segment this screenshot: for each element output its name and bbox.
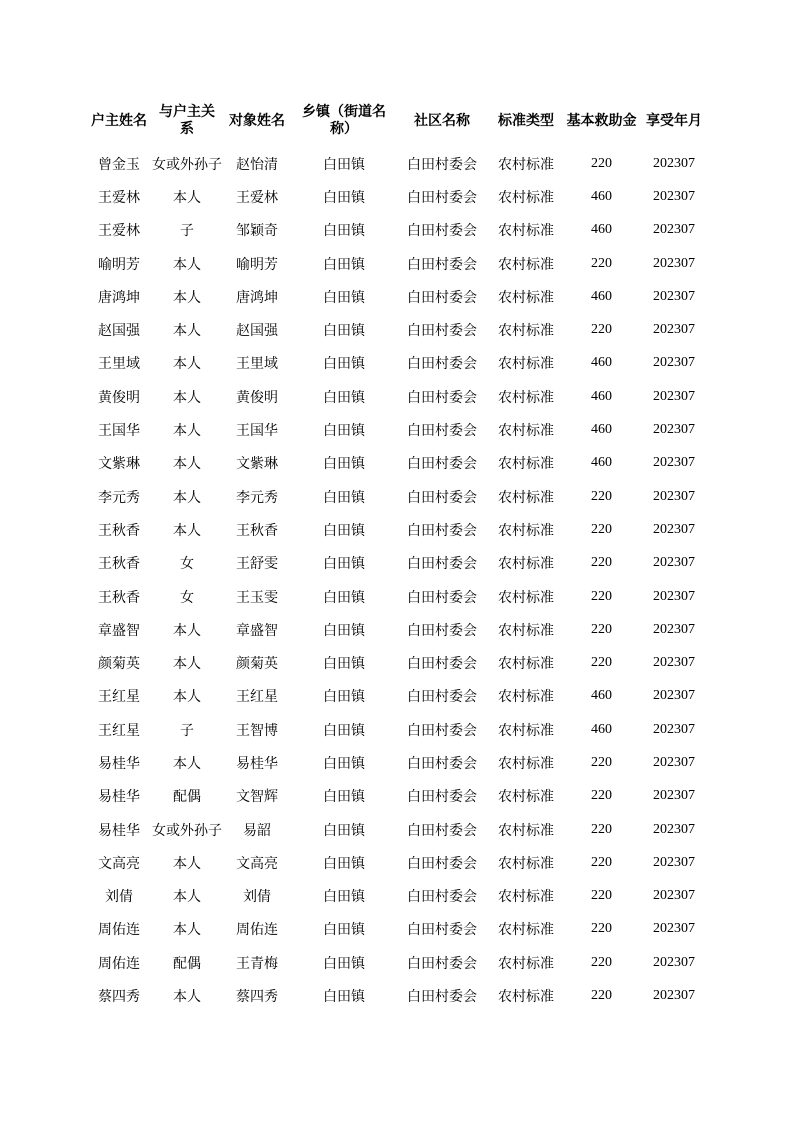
cell-recipient-name: 赵怡清 bbox=[236, 156, 278, 173]
cell-community: 白田村委会 bbox=[407, 722, 477, 739]
cell-recipient-name: 王国华 bbox=[236, 423, 278, 440]
table-row bbox=[86, 147, 709, 180]
cell-month: 202307 bbox=[653, 621, 695, 637]
header-standard-type: 标准类型 bbox=[498, 112, 554, 129]
cell-householder-name: 蔡四秀 bbox=[98, 989, 140, 1006]
cell-base-relief: 220 bbox=[591, 155, 612, 171]
table-row bbox=[86, 846, 709, 879]
cell-township: 白田镇 bbox=[323, 223, 365, 240]
cell-standard-type: 农村标准 bbox=[498, 356, 554, 373]
cell-base-relief: 220 bbox=[591, 754, 612, 770]
table-row bbox=[86, 646, 709, 679]
cell-relationship: 本人 bbox=[173, 189, 201, 206]
cell-relationship: 本人 bbox=[173, 922, 201, 939]
cell-base-relief: 460 bbox=[591, 721, 612, 737]
cell-community: 白田村委会 bbox=[407, 922, 477, 939]
cell-township: 白田镇 bbox=[323, 556, 365, 573]
cell-township: 白田镇 bbox=[323, 456, 365, 473]
cell-householder-name: 易桂华 bbox=[98, 755, 140, 772]
table-row bbox=[86, 347, 709, 380]
cell-relationship: 本人 bbox=[173, 489, 201, 506]
cell-relationship: 子 bbox=[180, 223, 194, 240]
cell-relationship: 本人 bbox=[173, 656, 201, 673]
cell-base-relief: 220 bbox=[591, 921, 612, 937]
cell-standard-type: 农村标准 bbox=[498, 855, 554, 872]
cell-householder-name: 曾金玉 bbox=[98, 156, 140, 173]
cell-township: 白田镇 bbox=[323, 289, 365, 306]
cell-month: 202307 bbox=[653, 588, 695, 604]
cell-township: 白田镇 bbox=[323, 656, 365, 673]
cell-standard-type: 农村标准 bbox=[498, 689, 554, 706]
table-row bbox=[86, 247, 709, 280]
cell-householder-name: 易桂华 bbox=[98, 822, 140, 839]
cell-householder-name: 王爱林 bbox=[98, 223, 140, 240]
cell-township: 白田镇 bbox=[323, 489, 365, 506]
roster-body bbox=[86, 147, 709, 1013]
cell-householder-name: 文紫琳 bbox=[98, 456, 140, 473]
cell-community: 白田村委会 bbox=[407, 256, 477, 273]
cell-month: 202307 bbox=[653, 555, 695, 571]
cell-relationship: 女 bbox=[180, 556, 194, 573]
cell-community: 白田村委会 bbox=[407, 822, 477, 839]
cell-base-relief: 460 bbox=[591, 455, 612, 471]
table-row bbox=[86, 380, 709, 413]
cell-month: 202307 bbox=[653, 888, 695, 904]
cell-base-relief: 460 bbox=[591, 422, 612, 438]
cell-township: 白田镇 bbox=[323, 389, 365, 406]
table-row bbox=[86, 180, 709, 213]
cell-month: 202307 bbox=[653, 854, 695, 870]
cell-month: 202307 bbox=[653, 655, 695, 671]
cell-base-relief: 220 bbox=[591, 488, 612, 504]
cell-community: 白田村委会 bbox=[407, 356, 477, 373]
table-row bbox=[86, 913, 709, 946]
cell-base-relief: 220 bbox=[591, 621, 612, 637]
cell-standard-type: 农村标准 bbox=[498, 556, 554, 573]
cell-base-relief: 220 bbox=[591, 821, 612, 837]
cell-township: 白田镇 bbox=[323, 189, 365, 206]
cell-month: 202307 bbox=[653, 921, 695, 937]
cell-month: 202307 bbox=[653, 422, 695, 438]
cell-standard-type: 农村标准 bbox=[498, 189, 554, 206]
cell-township: 白田镇 bbox=[323, 689, 365, 706]
cell-township: 白田镇 bbox=[323, 955, 365, 972]
header-row bbox=[86, 95, 709, 147]
cell-standard-type: 农村标准 bbox=[498, 822, 554, 839]
cell-recipient-name: 文紫琳 bbox=[236, 456, 278, 473]
cell-month: 202307 bbox=[653, 521, 695, 537]
cell-base-relief: 220 bbox=[591, 888, 612, 904]
table-row bbox=[86, 979, 709, 1012]
cell-recipient-name: 黄俊明 bbox=[236, 389, 278, 406]
cell-recipient-name: 章盛智 bbox=[236, 622, 278, 639]
cell-base-relief: 220 bbox=[591, 954, 612, 970]
cell-township: 白田镇 bbox=[323, 522, 365, 539]
header-householder-name: 户主姓名 bbox=[91, 112, 147, 129]
cell-base-relief: 220 bbox=[591, 555, 612, 571]
cell-community: 白田村委会 bbox=[407, 622, 477, 639]
cell-community: 白田村委会 bbox=[407, 589, 477, 606]
cell-base-relief: 460 bbox=[591, 288, 612, 304]
table-row bbox=[86, 547, 709, 580]
cell-relationship: 子 bbox=[180, 722, 194, 739]
cell-community: 白田村委会 bbox=[407, 556, 477, 573]
cell-month: 202307 bbox=[653, 255, 695, 271]
cell-householder-name: 王秋香 bbox=[98, 522, 140, 539]
table-row bbox=[86, 680, 709, 713]
cell-base-relief: 460 bbox=[591, 388, 612, 404]
cell-householder-name: 王国华 bbox=[98, 423, 140, 440]
cell-base-relief: 460 bbox=[591, 688, 612, 704]
cell-recipient-name: 王里域 bbox=[236, 356, 278, 373]
cell-relationship: 女或外孙子 bbox=[152, 156, 222, 173]
cell-householder-name: 王秋香 bbox=[98, 589, 140, 606]
cell-community: 白田村委会 bbox=[407, 489, 477, 506]
cell-month: 202307 bbox=[653, 455, 695, 471]
cell-standard-type: 农村标准 bbox=[498, 256, 554, 273]
cell-standard-type: 农村标准 bbox=[498, 755, 554, 772]
cell-householder-name: 唐鸿坤 bbox=[98, 289, 140, 306]
cell-standard-type: 农村标准 bbox=[498, 389, 554, 406]
cell-month: 202307 bbox=[653, 388, 695, 404]
cell-township: 白田镇 bbox=[323, 755, 365, 772]
cell-standard-type: 农村标准 bbox=[498, 622, 554, 639]
cell-standard-type: 农村标准 bbox=[498, 989, 554, 1006]
cell-standard-type: 农村标准 bbox=[498, 456, 554, 473]
table-row bbox=[86, 513, 709, 546]
cell-community: 白田村委会 bbox=[407, 423, 477, 440]
cell-recipient-name: 邹颖奇 bbox=[236, 223, 278, 240]
cell-township: 白田镇 bbox=[323, 822, 365, 839]
table-row bbox=[86, 480, 709, 513]
cell-relationship: 本人 bbox=[173, 323, 201, 340]
header-base-relief: 基本救助金 bbox=[566, 112, 637, 129]
cell-standard-type: 农村标准 bbox=[498, 489, 554, 506]
header-community: 社区名称 bbox=[414, 112, 470, 129]
cell-standard-type: 农村标准 bbox=[498, 522, 554, 539]
cell-community: 白田村委会 bbox=[407, 689, 477, 706]
cell-base-relief: 220 bbox=[591, 322, 612, 338]
cell-relationship: 本人 bbox=[173, 423, 201, 440]
cell-recipient-name: 王青梅 bbox=[236, 955, 278, 972]
cell-base-relief: 220 bbox=[591, 521, 612, 537]
cell-community: 白田村委会 bbox=[407, 289, 477, 306]
table-row bbox=[86, 780, 709, 813]
cell-householder-name: 周佑连 bbox=[98, 955, 140, 972]
cell-householder-name: 王秋香 bbox=[98, 556, 140, 573]
cell-township: 白田镇 bbox=[323, 156, 365, 173]
cell-standard-type: 农村标准 bbox=[498, 955, 554, 972]
table-row bbox=[86, 746, 709, 779]
cell-standard-type: 农村标准 bbox=[498, 789, 554, 806]
table-row bbox=[86, 214, 709, 247]
cell-relationship: 本人 bbox=[173, 622, 201, 639]
cell-township: 白田镇 bbox=[323, 989, 365, 1006]
cell-householder-name: 王红星 bbox=[98, 722, 140, 739]
cell-householder-name: 章盛智 bbox=[98, 622, 140, 639]
cell-township: 白田镇 bbox=[323, 423, 365, 440]
cell-township: 白田镇 bbox=[323, 622, 365, 639]
cell-community: 白田村委会 bbox=[407, 789, 477, 806]
cell-month: 202307 bbox=[653, 754, 695, 770]
cell-month: 202307 bbox=[653, 155, 695, 171]
cell-recipient-name: 文智辉 bbox=[236, 789, 278, 806]
header-recipient-name: 对象姓名 bbox=[229, 112, 285, 129]
cell-base-relief: 220 bbox=[591, 655, 612, 671]
cell-relationship: 女或外孙子 bbox=[152, 822, 222, 839]
table-row bbox=[86, 880, 709, 913]
cell-base-relief: 220 bbox=[591, 255, 612, 271]
cell-community: 白田村委会 bbox=[407, 755, 477, 772]
cell-householder-name: 喻明芳 bbox=[98, 256, 140, 273]
table-row bbox=[86, 713, 709, 746]
cell-month: 202307 bbox=[653, 188, 695, 204]
cell-township: 白田镇 bbox=[323, 589, 365, 606]
cell-community: 白田村委会 bbox=[407, 456, 477, 473]
cell-standard-type: 农村标准 bbox=[498, 289, 554, 306]
cell-recipient-name: 李元秀 bbox=[236, 489, 278, 506]
cell-community: 白田村委会 bbox=[407, 223, 477, 240]
cell-township: 白田镇 bbox=[323, 889, 365, 906]
cell-month: 202307 bbox=[653, 788, 695, 804]
cell-relationship: 本人 bbox=[173, 689, 201, 706]
cell-month: 202307 bbox=[653, 222, 695, 238]
table-row bbox=[86, 280, 709, 313]
cell-relationship: 本人 bbox=[173, 989, 201, 1006]
cell-month: 202307 bbox=[653, 322, 695, 338]
cell-standard-type: 农村标准 bbox=[498, 423, 554, 440]
cell-relationship: 本人 bbox=[173, 755, 201, 772]
cell-standard-type: 农村标准 bbox=[498, 889, 554, 906]
cell-month: 202307 bbox=[653, 721, 695, 737]
cell-recipient-name: 王秋香 bbox=[236, 522, 278, 539]
cell-community: 白田村委会 bbox=[407, 189, 477, 206]
cell-recipient-name: 文高亮 bbox=[236, 855, 278, 872]
cell-community: 白田村委会 bbox=[407, 889, 477, 906]
cell-householder-name: 颜菊英 bbox=[98, 656, 140, 673]
header-township: 乡镇（街道名称） bbox=[302, 104, 386, 137]
table-row bbox=[86, 580, 709, 613]
cell-recipient-name: 易桂华 bbox=[236, 755, 278, 772]
cell-relationship: 本人 bbox=[173, 855, 201, 872]
cell-month: 202307 bbox=[653, 688, 695, 704]
cell-community: 白田村委会 bbox=[407, 955, 477, 972]
cell-base-relief: 220 bbox=[591, 588, 612, 604]
cell-community: 白田村委会 bbox=[407, 855, 477, 872]
cell-community: 白田村委会 bbox=[407, 389, 477, 406]
cell-householder-name: 易桂华 bbox=[98, 789, 140, 806]
cell-standard-type: 农村标准 bbox=[498, 722, 554, 739]
cell-township: 白田镇 bbox=[323, 855, 365, 872]
cell-relationship: 本人 bbox=[173, 889, 201, 906]
cell-standard-type: 农村标准 bbox=[498, 589, 554, 606]
cell-standard-type: 农村标准 bbox=[498, 223, 554, 240]
cell-township: 白田镇 bbox=[323, 256, 365, 273]
cell-month: 202307 bbox=[653, 488, 695, 504]
cell-month: 202307 bbox=[653, 288, 695, 304]
cell-recipient-name: 王红星 bbox=[236, 689, 278, 706]
header-month: 享受年月 bbox=[646, 112, 702, 129]
cell-community: 白田村委会 bbox=[407, 156, 477, 173]
cell-township: 白田镇 bbox=[323, 323, 365, 340]
cell-householder-name: 文高亮 bbox=[98, 855, 140, 872]
cell-township: 白田镇 bbox=[323, 922, 365, 939]
cell-householder-name: 周佑连 bbox=[98, 922, 140, 939]
cell-recipient-name: 王舒雯 bbox=[236, 556, 278, 573]
cell-community: 白田村委会 bbox=[407, 656, 477, 673]
cell-month: 202307 bbox=[653, 954, 695, 970]
table-row bbox=[86, 813, 709, 846]
table-row bbox=[86, 413, 709, 446]
header-relationship: 与户主关系 bbox=[159, 104, 215, 137]
cell-month: 202307 bbox=[653, 988, 695, 1004]
cell-standard-type: 农村标准 bbox=[498, 656, 554, 673]
table-row bbox=[86, 613, 709, 646]
cell-recipient-name: 周佑连 bbox=[236, 922, 278, 939]
cell-township: 白田镇 bbox=[323, 789, 365, 806]
cell-householder-name: 王爱林 bbox=[98, 189, 140, 206]
cell-relationship: 本人 bbox=[173, 356, 201, 373]
cell-relationship: 本人 bbox=[173, 522, 201, 539]
cell-relationship: 本人 bbox=[173, 289, 201, 306]
cell-relationship: 本人 bbox=[173, 456, 201, 473]
relief-roster-table bbox=[86, 95, 709, 1013]
table-row bbox=[86, 946, 709, 979]
cell-recipient-name: 喻明芳 bbox=[236, 256, 278, 273]
cell-base-relief: 460 bbox=[591, 222, 612, 238]
cell-base-relief: 220 bbox=[591, 788, 612, 804]
cell-base-relief: 220 bbox=[591, 988, 612, 1004]
cell-recipient-name: 刘倩 bbox=[243, 889, 271, 906]
cell-householder-name: 王里域 bbox=[98, 356, 140, 373]
cell-householder-name: 赵国强 bbox=[98, 323, 140, 340]
cell-recipient-name: 王智博 bbox=[236, 722, 278, 739]
cell-township: 白田镇 bbox=[323, 356, 365, 373]
cell-recipient-name: 王玉雯 bbox=[236, 589, 278, 606]
cell-relationship: 女 bbox=[180, 589, 194, 606]
cell-township: 白田镇 bbox=[323, 722, 365, 739]
table-row bbox=[86, 313, 709, 346]
cell-community: 白田村委会 bbox=[407, 323, 477, 340]
cell-householder-name: 黄俊明 bbox=[98, 389, 140, 406]
cell-relationship: 配偶 bbox=[173, 955, 201, 972]
cell-recipient-name: 赵国强 bbox=[236, 323, 278, 340]
cell-householder-name: 刘倩 bbox=[105, 889, 133, 906]
cell-recipient-name: 易韶 bbox=[243, 822, 271, 839]
cell-recipient-name: 颜菊英 bbox=[236, 656, 278, 673]
cell-recipient-name: 唐鸿坤 bbox=[236, 289, 278, 306]
cell-base-relief: 460 bbox=[591, 355, 612, 371]
cell-recipient-name: 蔡四秀 bbox=[236, 989, 278, 1006]
cell-month: 202307 bbox=[653, 821, 695, 837]
cell-relationship: 本人 bbox=[173, 389, 201, 406]
cell-standard-type: 农村标准 bbox=[498, 922, 554, 939]
cell-month: 202307 bbox=[653, 355, 695, 371]
cell-householder-name: 李元秀 bbox=[98, 489, 140, 506]
cell-standard-type: 农村标准 bbox=[498, 323, 554, 340]
cell-base-relief: 460 bbox=[591, 188, 612, 204]
cell-base-relief: 220 bbox=[591, 854, 612, 870]
cell-recipient-name: 王爱林 bbox=[236, 189, 278, 206]
cell-relationship: 配偶 bbox=[173, 789, 201, 806]
cell-community: 白田村委会 bbox=[407, 989, 477, 1006]
cell-standard-type: 农村标准 bbox=[498, 156, 554, 173]
cell-community: 白田村委会 bbox=[407, 522, 477, 539]
table-row bbox=[86, 447, 709, 480]
cell-householder-name: 王红星 bbox=[98, 689, 140, 706]
cell-relationship: 本人 bbox=[173, 256, 201, 273]
